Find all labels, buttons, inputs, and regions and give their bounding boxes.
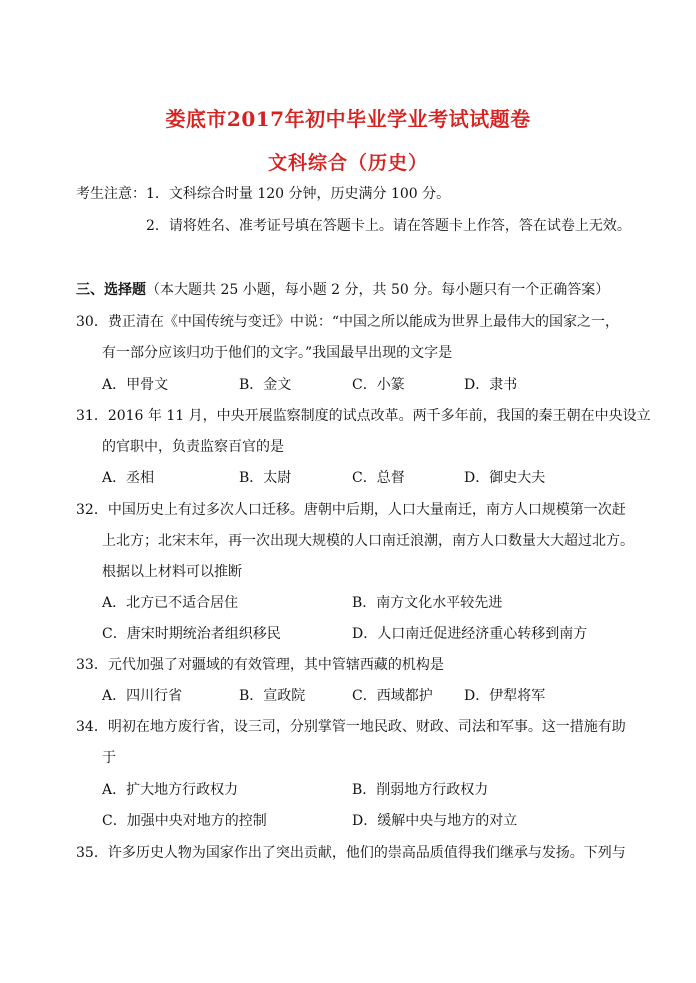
question-30-option-c: C．小篆 (352, 377, 405, 393)
question-33-option-b: B．宣政院 (239, 688, 306, 704)
notice-item-2: 2．请将姓名、准考证号填在答题卡上。请在答题卡上作答，答在试卷上无效。 (146, 218, 631, 234)
question-32-line-2: 上北方；北宋末年，再一次出现大规模的人口南迁浪潮，南方人口数量大大超过北方。 (102, 533, 634, 549)
question-33-option-c: C．西域都护 (352, 688, 433, 704)
question-31-option-d: D．御史大夫 (464, 470, 546, 486)
question-34-option-c: C．加强中央对地方的控制 (102, 813, 267, 829)
question-34-option-b: B．削弱地方行政权力 (352, 782, 489, 798)
question-32-option-a: A．北方已不适合居住 (102, 595, 239, 611)
section-name: 选择题 (104, 282, 146, 298)
question-32-line-1: 32．中国历史上有过多次人口迁移。唐朝中后期，人口大量南迁，南方人口规模第一次赶 (76, 502, 626, 518)
question-34-line-1: 34．明初在地方废行省，设三司，分别掌管一地民政、财政、司法和军事。这一措施有助 (76, 719, 626, 735)
question-32-option-d: D．人口南迁促进经济重心转移到南方 (352, 626, 588, 642)
section-prefix: 三、 (76, 282, 104, 298)
notice-line-1 (76, 184, 450, 204)
question-32-option-c: C．唐宋时期统治者组织移民 (102, 626, 281, 642)
question-34-line-2: 于 (102, 750, 116, 766)
question-32-line-3: 根据以上材料可以推断 (102, 564, 242, 580)
question-34-option-d: D．缓解中央与地方的对立 (352, 813, 518, 829)
question-31-option-c: C．总督 (352, 470, 405, 486)
question-30-option-d: D．隶书 (464, 377, 518, 393)
question-31-line-2: 的官职中，负责监察百官的是 (102, 439, 284, 455)
question-31-option-a: A．丞相 (102, 470, 155, 486)
question-30-option-a: A．甲骨文 (102, 377, 169, 393)
question-30-line-1: 30．费正清在《中国传统与变迁》中说：“中国之所以能成为世界上最伟大的国家之一， (76, 314, 619, 330)
question-34-option-a: A．扩大地方行政权力 (102, 782, 239, 798)
question-35-line-1: 35．许多历史人物为国家作出了突出贡献，他们的崇高品质值得我们继承与发扬。下列与 (76, 845, 626, 861)
section-heading (76, 280, 609, 300)
question-30-line-2: 有一部分应该归功于他们的文字。”我国最早出现的文字是 (102, 345, 453, 361)
question-31-option-b: B．太尉 (239, 470, 292, 486)
question-33-line-1: 33．元代加强了对疆域的有效管理，其中管辖西藏的机构是 (76, 657, 444, 673)
question-32-option-b: B．南方文化水平较先进 (352, 595, 503, 611)
question-30-option-b: B．金文 (239, 377, 292, 393)
exam-subtitle: 文科综合（历史） (267, 152, 428, 174)
question-33-option-d: D．伊犁将军 (464, 688, 546, 704)
exam-title: 娄底市2017年初中毕业学业考试试题卷 (165, 107, 531, 131)
question-31-line-1: 31．2016 年 11 月，中央开展监察制度的试点改革。两千多年前，我国的秦王朝在中央设立 (76, 408, 651, 424)
question-33-option-a: A．四川行省 (102, 688, 183, 704)
notice-label: 考生注意： (76, 186, 146, 202)
section-desc: （本大题共 25 小题，每小题 2 分，共 50 分。每小题只有一个正确答案） (146, 282, 610, 298)
notice-item-1: 1．文科综合时量 120 分钟，历史满分 100 分。 (146, 186, 451, 202)
